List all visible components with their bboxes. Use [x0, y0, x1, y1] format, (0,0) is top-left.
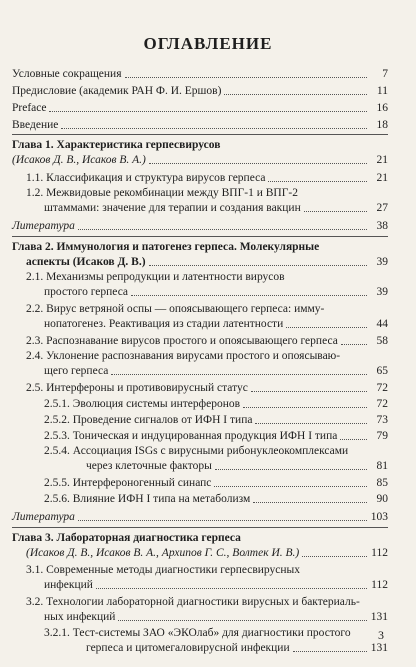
toc-entry-title: 2.5.4. Ассоциация ISGs с вирусными рибонуклеокомплексами [44, 445, 349, 457]
toc-entry[interactable] [44, 396, 388, 411]
toc-entry-title: через клеточные факторы [86, 460, 212, 472]
toc-entry[interactable] [12, 100, 388, 115]
leader-dots [255, 423, 367, 424]
toc-entry-title: герпеса и цитомегаловирусной инфекции [86, 642, 290, 654]
toc-entry-page: 39 [376, 286, 388, 298]
section-divider [12, 527, 388, 528]
toc-entry-page: 73 [376, 414, 388, 426]
toc-entry-page: 103 [370, 511, 388, 523]
leader-dots [341, 344, 367, 345]
toc-entry-title: 2.5.3. Тоническая и индуцированная продукция ИФН I типа [44, 430, 338, 442]
toc-entry-title: 2.5.6. Влияние ИФН I типа на метаболизм [44, 493, 251, 505]
toc-entry-title: Глава 1. Характеристика герпесвирусов [12, 139, 221, 151]
toc-entry-title: ных инфекций [44, 611, 116, 623]
toc-entry[interactable] [86, 458, 388, 473]
toc-entry-page: 65 [376, 365, 388, 377]
toc-entry[interactable] [44, 475, 388, 490]
leader-dots [224, 94, 367, 95]
toc-entry[interactable] [44, 609, 388, 624]
leader-dots [131, 295, 367, 296]
leader-dots [118, 620, 367, 621]
toc-entry[interactable] [44, 428, 388, 443]
leader-dots [96, 588, 367, 589]
toc-entry-title: 2.5.2. Проведение сигналов от ИФН I типа [44, 414, 253, 426]
leader-dots [78, 229, 367, 230]
toc-entry-title: Предисловие (академик РАН Ф. И. Ершов) [12, 85, 222, 97]
leader-dots [243, 407, 367, 408]
toc-entry-page: 21 [376, 154, 388, 166]
toc-entry[interactable] [26, 270, 388, 285]
toc-entry[interactable] [26, 563, 388, 578]
toc-entry-page: 112 [371, 547, 388, 559]
toc-entry-title: Введение [12, 119, 59, 131]
leader-dots [268, 181, 367, 182]
toc-entry[interactable] [44, 284, 388, 299]
leader-dots [61, 128, 367, 129]
toc-entry-title: 2.1. Механизмы репродукции и латентности вирусов [26, 271, 285, 283]
toc-entry[interactable] [44, 444, 388, 459]
leader-dots [253, 502, 367, 503]
toc-entry[interactable] [12, 152, 388, 167]
toc-entry-title: 3.2. Технологии лабораторной диагностики вирусных и бактериаль- [26, 596, 360, 608]
leader-dots [125, 77, 368, 78]
toc-entry[interactable] [12, 83, 388, 98]
toc-entry-title: простого герпеса [44, 286, 129, 298]
page-number: 3 [378, 628, 384, 642]
toc-entry-page: 72 [376, 382, 388, 394]
toc-entry-page: 90 [376, 493, 388, 505]
toc-entry-page: 131 [370, 611, 388, 623]
toc-entry[interactable] [12, 509, 388, 524]
leader-dots [49, 111, 367, 112]
toc-entry[interactable] [26, 545, 388, 560]
toc-entry-title: 3.1. Современные методы диагностики герпесвирусных [26, 564, 301, 576]
toc-entry-page: 44 [376, 318, 388, 330]
leader-dots [302, 556, 367, 557]
leader-dots [214, 486, 367, 487]
toc-entry-title: щего герпеса [44, 365, 109, 377]
toc-entry[interactable] [12, 66, 388, 81]
toc-entry-title: (Исаков Д. В., Исаков В. А.) [12, 154, 146, 166]
toc-entry-title: нопатогенез. Реактивация из стадии латентности [44, 318, 284, 330]
toc-entry-title: Preface [12, 102, 47, 114]
toc-entry-page: 21 [376, 172, 388, 184]
toc-entry[interactable] [26, 254, 388, 269]
toc-entry-page: 16 [376, 102, 388, 114]
leader-dots [293, 651, 367, 652]
toc-entry-page: 85 [376, 477, 388, 489]
toc-entry-title: Глава 3. Лабораторная диагностика герпеса [12, 532, 241, 544]
toc-entry-title: Условные сокращения [12, 68, 122, 80]
toc-entry-page: 39 [376, 256, 388, 268]
toc-entry-page: 58 [376, 335, 388, 347]
toc-entry[interactable] [86, 640, 388, 655]
toc-entry-title: аспекты (Исаков Д. В.) [26, 256, 146, 268]
toc-entry[interactable] [44, 412, 388, 427]
toc-entry-page: 112 [371, 579, 388, 591]
page-title: ОГЛАВЛЕНИЕ [143, 34, 273, 53]
toc-entry[interactable] [26, 186, 388, 201]
toc-entry[interactable] [44, 491, 388, 506]
toc-entry-title: Литература [12, 511, 75, 523]
toc-entry-page: 11 [376, 85, 388, 97]
toc-entry[interactable] [44, 316, 388, 331]
leader-dots [251, 391, 367, 392]
toc-entry-page: 27 [376, 202, 388, 214]
toc-entry-title: (Исаков Д. В., Исаков В. А., Архипов Г. С., Волтек И. В.) [26, 547, 300, 559]
toc-entry-title: Глава 2. Иммунология и патогенез герпеса. Молекулярные [12, 241, 320, 253]
toc-entry-page: 18 [376, 119, 388, 131]
section-divider [12, 134, 388, 135]
leader-dots [286, 327, 367, 328]
toc-entry-title: штаммами: значение для терапии и создания вакцин [44, 202, 301, 214]
toc-entry-title: 2.4. Уклонение распознавания вирусами простого и опоясываю- [26, 350, 341, 362]
toc-entry-page: 7 [382, 68, 388, 80]
toc-entry-title: 3.2.1. Тест-системы ЗАО «ЭКОлаб» для диагностики простого [44, 627, 351, 639]
toc-entry-page: 131 [370, 642, 388, 654]
leader-dots [215, 469, 367, 470]
toc-entry-page: 81 [376, 460, 388, 472]
toc-entry-title: 2.2. Вирус ветряной оспы — опоясывающего герпеса: имму- [26, 303, 325, 315]
toc-entry[interactable] [44, 363, 388, 378]
leader-dots [78, 520, 367, 521]
toc-entry[interactable] [44, 577, 388, 592]
toc-entry[interactable] [12, 138, 388, 153]
toc-entry-title: 2.5. Интерфероны и противовирусный статус [26, 382, 248, 394]
toc-entry[interactable] [26, 595, 388, 610]
section-divider [12, 236, 388, 237]
leader-dots [149, 265, 367, 266]
toc-entry-page: 72 [376, 398, 388, 410]
toc-entry-title: 2.5.1. Эволюция системы интерферонов [44, 398, 241, 410]
toc-entry[interactable] [26, 333, 388, 348]
leader-dots [149, 163, 367, 164]
toc-entry-title: 2.3. Распознавание вирусов простого и опоясывающего герпеса [26, 335, 338, 347]
toc-entry[interactable] [26, 349, 388, 364]
toc-entry[interactable] [44, 626, 388, 641]
toc-entry[interactable] [12, 240, 388, 255]
toc-entry[interactable] [26, 302, 388, 317]
toc-entry-title: инфекций [44, 579, 93, 591]
toc-entry[interactable] [12, 531, 388, 546]
toc-entry-page: 79 [376, 430, 388, 442]
leader-dots [304, 211, 367, 212]
leader-dots [111, 374, 367, 375]
toc-entry-page: 38 [376, 220, 388, 232]
leader-dots [340, 439, 367, 440]
toc-entry[interactable] [26, 380, 388, 395]
toc-entry-title: 1.2. Межвидовые рекомбинации между ВПГ-1 и ВПГ-2 [26, 187, 298, 199]
toc-entry[interactable] [12, 117, 388, 132]
toc-entry[interactable] [12, 218, 388, 233]
toc-entry-title: 2.5.5. Интерфероногенный синапс [44, 477, 212, 489]
toc-entry-title: Литература [12, 220, 75, 232]
toc-entry[interactable] [26, 170, 388, 185]
toc-entry-title: 1.1. Классификация и структура вирусов герпеса [26, 172, 266, 184]
toc-entry[interactable] [44, 200, 388, 215]
